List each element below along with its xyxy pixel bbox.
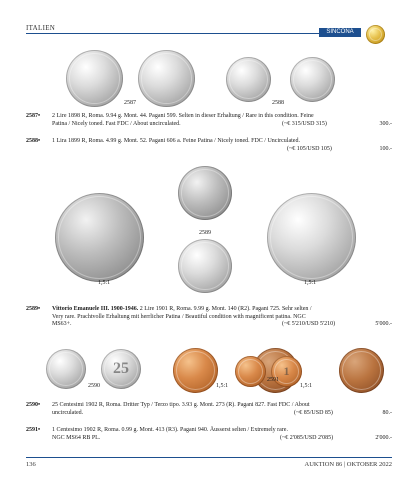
lot-price: 100.- [379, 145, 392, 152]
lot-estimate: (~€ 2'085/USD 2'085) [280, 434, 334, 441]
lot-estimate: (~€ 315/USD 315) [282, 120, 327, 127]
caption-2588: 2588 [272, 100, 284, 106]
coin-2591-reverse-detail [339, 348, 384, 393]
page-number: 136 [26, 461, 36, 468]
lot-line: Very rare. Prachtvolle Erhaltung mit herrlicher Patina / Beautiful condition with magnificent patina. NGC [52, 313, 306, 320]
lot-number: 2588• [26, 138, 41, 144]
coin-2590-reverse [101, 349, 141, 389]
lot-description: 1 Lira 1899 R, Roma. 4.99 g. Mont. 52. Pagani 606 a. Feine Patina / Nicely toned. FDC / Uncirculated. [52, 138, 300, 144]
coin-2588-reverse [290, 57, 335, 102]
coin-2589-reverse-enlarged [267, 193, 356, 282]
caption-2587: 2587 [124, 100, 136, 106]
lot-price: 300.- [379, 120, 392, 127]
auction-label: AUKTION 86 | OKTOBER 2022 [304, 461, 392, 468]
lot-number: 2589• [26, 306, 41, 312]
lot-line: 1 Centesimo 1902 R, Roma. 0.99 g. Mont. 413 (R3). Pagani 940. Äusserst selten / Extremely rare. [52, 427, 288, 433]
brand-logo: SINCONA [319, 28, 361, 37]
lot-line [52, 306, 357, 314]
footer-rule [26, 457, 392, 458]
lot-line: Patina / Nicely toned. Fast FDC / About uncirculated. [52, 120, 181, 127]
caption-2591-scale: 1,5:1 [300, 383, 313, 389]
lot-number: 2587• [26, 113, 41, 119]
coin-2588-obverse [226, 57, 271, 102]
coin-2591-obverse-enlarged [173, 348, 218, 393]
lot-estimate: (~€ 5'210/USD 5'210) [282, 321, 336, 328]
coin-2587-obverse [66, 50, 123, 107]
lot-ruler-title: Vittorio Emanuele III. 1900-1946. [52, 306, 139, 312]
header-rule [26, 33, 319, 34]
coin-denomination: 25 [113, 360, 129, 377]
lot-line: MS63+. [52, 321, 72, 328]
caption-2591: 2591 [267, 377, 279, 383]
lot-number: 2590• [26, 402, 41, 408]
lot-line: NGC MS64 RB PL. [52, 434, 101, 441]
coin-2587-reverse [138, 50, 195, 107]
brand-coin-icon [366, 25, 385, 44]
lot-line: 25 Centesimi 1902 R, Roma. Dritter Typ / Terzo tipo. 3.93 g. Mont. 273 (R). Pagani 827. Fast FDC / About [52, 402, 310, 408]
lot-price: 80.- [382, 409, 392, 416]
lot-price: 2'000.- [375, 434, 392, 441]
section-title: ITALIEN [26, 24, 56, 32]
coin-2590-obverse [46, 349, 86, 389]
lot-line: 2 Lire 1898 R, Roma. 9.94 g. Mont. 44. Pagani 599. Selten in dieser Erhaltung / Rare in this condition. Feine [52, 113, 314, 119]
lot-number: 2591• [26, 427, 41, 433]
lot-line: uncirculated. [52, 409, 84, 416]
caption-2589-scale-left: 1,5:1 [98, 280, 111, 286]
coin-2589-obverse-enlarged [55, 193, 144, 282]
lot-price: 5'000.- [375, 321, 392, 328]
caption-2589: 2589 [199, 230, 211, 236]
lot-line-text: 2 Lire 1901 R, Roma. 9.99 g. Mont. 140 (R2). Pagani 725. Sehr selten / [138, 306, 312, 312]
coin-denomination: 1 [283, 364, 290, 378]
lot-estimate: (~€ 105/USD 105) [287, 145, 332, 152]
caption-2590-scale: 1,5:1 [216, 383, 229, 389]
coin-2589-reverse-detail [178, 239, 232, 293]
caption-2590: 2590 [88, 383, 100, 389]
caption-2589-scale-right: 1,5:1 [304, 280, 317, 286]
coin-2589-obverse-detail [178, 166, 232, 220]
lot-estimate: (~€ 85/USD 85) [294, 409, 333, 416]
coin-2591-obverse [235, 356, 266, 387]
